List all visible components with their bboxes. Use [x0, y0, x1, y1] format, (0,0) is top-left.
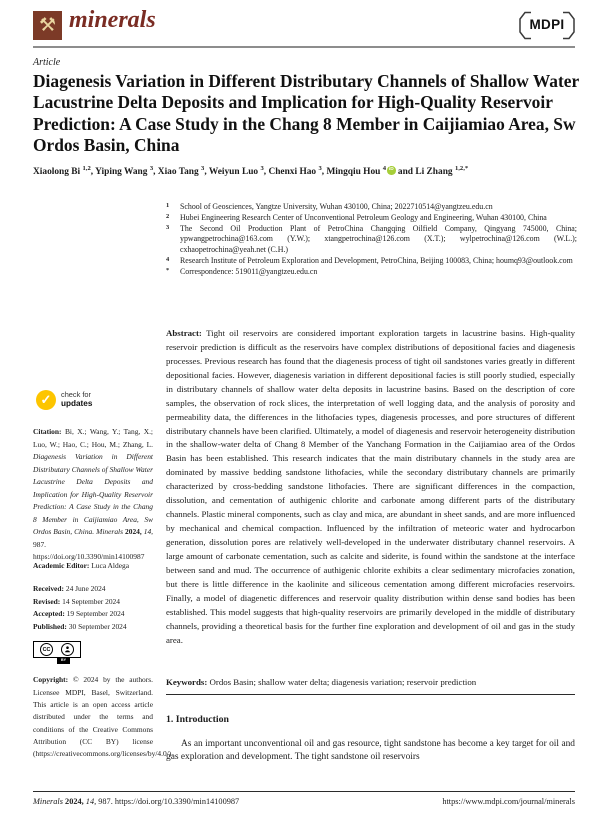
history-date-row: Published: 30 September 2024 [33, 622, 127, 632]
affiliation-item [166, 224, 577, 256]
author-affiliation-sup: 3 [201, 165, 205, 172]
citation-label: Citation: [33, 427, 62, 437]
footer-page: 987. [98, 797, 113, 806]
affiliation-number: 4 [166, 255, 170, 263]
affiliation-number: 2 [166, 212, 170, 220]
check-icon: ✓ [36, 390, 56, 410]
affiliation-number: * [166, 266, 170, 274]
keywords-text: Ordos Basin; shallow water delta; diagenesis variation; reservoir prediction [209, 676, 477, 687]
check-for-updates-line2: updates [61, 399, 93, 408]
check-for-updates-label [61, 391, 92, 408]
crossed-pickaxes-icon: ⚒ [38, 15, 57, 36]
footer-journal-name: Minerals [33, 797, 63, 806]
orcid-icon[interactable]: iD [387, 166, 396, 175]
citation-article-title: Diagenesis Variation in Different Distributary Channels of Shallow Water Lacustrine Delta Deposits and Implication for High-Quality Reservoir Prediction: A Case Study in the Chang 8 Member in Caijiamiao Area, Sw Ordos Basin, China. [33, 452, 153, 537]
citation-authors: Bi, X.; Wang, Y.; Tang, X.; Luo, W.; Hao, C.; Hou, M.; Zhang, L. [33, 427, 154, 449]
cc-icon: CC [40, 643, 54, 657]
author-name: Chenxi Hao [268, 167, 319, 178]
author-name: Yiping Wang [95, 167, 150, 178]
history-date-label: Revised: [33, 596, 61, 606]
check-for-updates-badge[interactable] [36, 390, 92, 410]
section-heading-introduction: 1. Introduction [166, 714, 229, 725]
author-name: Xiaolong Bi [33, 167, 83, 178]
affiliation-item [166, 202, 577, 213]
copyright-block [33, 674, 174, 760]
affiliation-item [166, 256, 577, 267]
section-divider [166, 694, 575, 695]
journal-name: minerals [69, 7, 156, 33]
history-date-label: Received: [33, 584, 64, 593]
footer-volume: 14, [85, 797, 97, 806]
citation-doi-link[interactable]: https://doi.org/10.3390/min14100987 [33, 552, 145, 562]
abstract-label: Abstract: [166, 327, 202, 338]
author-affiliation-sup: 3 [318, 165, 322, 172]
academic-editor-label: Academic Editor: [33, 561, 90, 570]
cc-badge-frame [33, 641, 81, 658]
academic-editor-line [33, 561, 155, 570]
footer-doi-link[interactable]: https://doi.org/10.3390/min14100987 [114, 797, 240, 806]
affiliation-item [166, 267, 577, 278]
affiliation-number: 1 [166, 202, 170, 209]
author-affiliation-sup: 1,2 [82, 165, 91, 172]
citation-journal: Minerals [96, 527, 123, 537]
copyright-label: Copyright: [33, 675, 69, 685]
authors-line: Xiaolong Bi $^{1,2}$, Yiping Wang $^3$, Xiao Tang $^3$, Weiyun Luo $^3$, Chenxi Hao $^3$, Mingqiu Hou $^4$ iD and Li Zhang $^{1,2,*}$ [33, 165, 469, 178]
history-date-label: Published: [33, 622, 67, 632]
header-divider [33, 46, 575, 48]
affiliation-text: Correspondence: 519011@yangtzeu.edu.cn [180, 266, 318, 276]
mdpi-logo[interactable] [518, 11, 576, 40]
footer-journal-ref [33, 797, 239, 806]
citation-volume: 14, [143, 527, 154, 537]
history-date-row: Received: 24 June 2024 [33, 584, 106, 593]
academic-editor-name: Luca Aldega [91, 561, 130, 570]
by-tab: BY [57, 658, 70, 664]
introduction-paragraph: As an important unconventional oil and gas resource, tight sandstone has become a key target for oil and gas exploration and development. The tight sandstone oil reservoirs [166, 739, 575, 762]
affiliation-number: 3 [166, 223, 170, 231]
author-name: Xiao Tang [157, 167, 202, 178]
history-date-row: Accepted: 19 September 2024 [33, 609, 125, 619]
author-name: Mingqiu Hou [326, 167, 383, 178]
affiliation-text: Hubei Engineering Research Center of Unconventional Petroleum Geology and Engineering, Wuhan 430100, China [180, 212, 547, 222]
article-history-dates [33, 583, 155, 634]
author-affiliation-sup: 4 [382, 165, 387, 172]
minerals-journal-logo [33, 11, 62, 40]
affiliation-text: Research Institute of Petroleum Exploration and Development, PetroChina, Beijing 100083, China; houmq93@outlook.com [180, 255, 573, 265]
affiliations-list [166, 202, 577, 278]
copyright-text: © 2024 by the authors. Licensee MDPI, Basel, Switzerland. This article is an open access article distributed under the terms and conditions of the Creative Commons Attribution (CC BY) license (https://creativecommons.org/licenses/by/4.0/). [33, 675, 174, 759]
person-icon [61, 643, 75, 657]
keywords-label: Keywords: [166, 676, 208, 687]
citation-year: 2024, [125, 527, 142, 537]
history-date-label: Accepted: [33, 609, 65, 619]
cc-by-license-badge[interactable] [33, 641, 79, 665]
affiliation-text: School of Geosciences, Yangtze University, Wuhan 430100, China; 2022710514@yangtzeu.edu.cn [180, 202, 493, 211]
citation-block [33, 426, 153, 564]
affiliation-item [166, 213, 577, 224]
article-title: Diagenesis Variation in Different Distributary Channels of Shallow Water Lacustrine Delta Deposits and Implication for High-Quality Reservoir Prediction: A Case Study in the Chang 8 Member in Caijiamiao Area, Sw Ordos Basin, China [33, 71, 579, 156]
author-affiliation-sup: 3 [149, 165, 154, 172]
history-date-row: Revised: 14 September 2024 [33, 596, 120, 606]
author-affiliation-sup: 3 [260, 165, 264, 172]
keywords-line [166, 677, 575, 687]
author-affiliation-sup: 1,2,* [454, 165, 469, 172]
check-for-updates-line1: check for [61, 390, 91, 400]
author-name: Li Zhang [415, 167, 455, 178]
article-type-label: Article [33, 57, 61, 68]
citation-page: 987. [33, 539, 47, 549]
footer-year: 2024, [65, 797, 84, 806]
author-name: Weiyun Luo [208, 167, 261, 178]
page-footer [33, 797, 575, 806]
abstract-text: Tight oil reservoirs are considered important exploration targets in lacustrine basins. High-quality reservoir prediction is difficult as the reservoirs have complex distributions of depositional facies and diagenesis processes. Previous research has found that the diagenesis process of tight oil sandstones varies greatly in different depositional facies. However, diagenesis variation in different depositional facies is still poorly studied, especially in distributary channels of shallow water delta deposits in lacustrine basins. Based on the description of core samples, the observation of rock slices, the interpretation of well logging data, and the analysis of porosity and permeability data, the differences in the lithofacies types, diagenesis processes, and pore structures of different distributary channels have been clarified. Ultimately, a model of diagenesis and reservoir heterogeneity distribution in the shallow-water delta of Chang 8 Member of the Yanchang Formation in the Caijiamiao area of the Ordos Basin has been established. This research indicates that the main distributary channels in the study area are dominated by massive bedding sandstone lithofacies, while the secondary distributary channels are primarily characterized by cross-bedding sandstone lithofacies. There are significant differences in the compaction, dissolution, and cementation of authigenic chlorite and carbonate among different parts of the distributary channels. Plastic mineral components, such as clay and mica, are abundant in sheet sands, and are more influenced by mechanical and chemical compaction. Influenced by the infiltration of meteoric water and hydrocarbon generation, dissolution pores are relatively well-developed in the underwater distributary channel reservoirs. A large amount of carbonate cementation, such as calcite and siderite, is found within the sandstone at the interface between sand and mud. The occurrence of authigenic chlorite exhibits a clear sedimentary microfacies zonation, but there is little difference in the kaolinite and siliceous cementation among different microfacies reservoirs. Finally, a model of diagenetic differences and reservoir quality distribution within dense sand bodies has been established. This model suggests that high-quality reservoirs are primarily developed in the middle of distributary channels, providing a theoretical basis for the further fine exploration and development of oil and gas in the study area. [166, 327, 575, 645]
mdpi-wordmark: MDPI [529, 17, 565, 32]
footer-journal-url[interactable]: https://www.mdpi.com/journal/minerals [442, 797, 575, 806]
abstract-paragraph [166, 327, 575, 648]
footer-divider [33, 791, 575, 792]
affiliation-text: The Second Oil Production Plant of PetroChina Changqing Oilfield Company, Qingyang 745000, China; ypwangpetrochina@163.com (Y.W.); xtangpetrochina@126.com (X.T.); wylpetrochina@126.com (W.L.); cxhaopetrochina@yeah.net (C.H.) [180, 223, 577, 255]
